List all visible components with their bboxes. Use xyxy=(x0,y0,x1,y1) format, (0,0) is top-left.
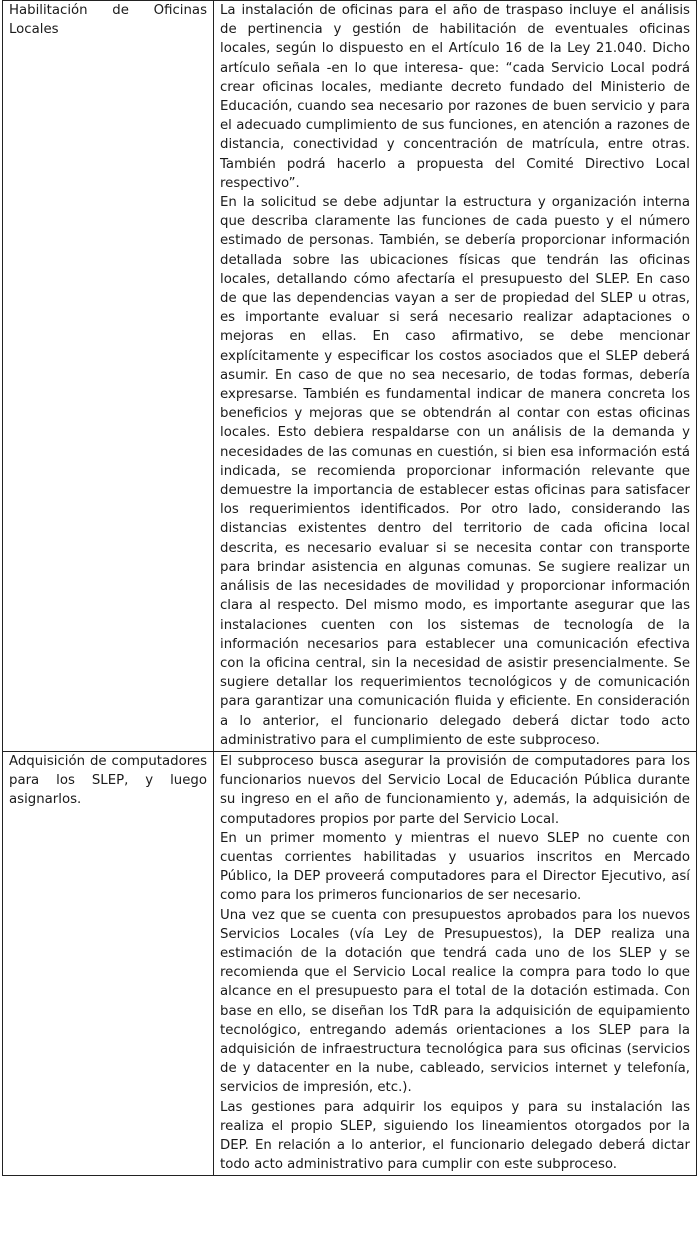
row-content-cell xyxy=(214,1,697,752)
row-label: Habilitación de Oficinas Locales xyxy=(9,3,207,38)
paragraph: El subproceso busca asegurar la provisión de computadores para los funcionarios nuevos del Servicio Local de Educación Pública durante su ingreso en el año de funcionamiento y, además, la adquisición de computadores propios por parte del Servicio Local. xyxy=(220,753,690,827)
table-row xyxy=(3,751,697,1175)
paragraph: La instalación de oficinas para el año de traspaso incluye el análisis de pertinencia y gestión de habilitación de eventuales oficinas locales, según lo dispuesto en el Artículo 16 de la Ley 21.040. Dicho artículo señala -en lo que interesa- que: “cada Servicio Local podrá crear oficinas locales, mediante decreto fundado del Ministerio de Educación, cuando sea necesario por razones de buen servicio y para el adecuado cumplimiento de sus funciones, en atención a razones de distancia, conectividad y concentración de matrícula, entre otras. También podrá hacerlo a propuesta del Comité Directivo Local respectivo”. xyxy=(220,3,690,191)
row-label: Adquisición de computadores para los SLEP, y luego asignarlos. xyxy=(9,753,207,808)
paragraph: Una vez que se cuenta con presupuestos aprobados para los nuevos Servicios Locales (vía Ley de Presupuestos), la DEP realiza una estimación de la dotación que tendrá cada uno de los SLEP y se recomienda que el Servicio Local realice la compra para todo lo que alcance en el presupuesto para el total de la dotación estimada. Con base en ello, se diseñan los TdR para la adquisición de equipamiento tecnológico, entregando además orientaciones a los SLEP para la adquisición de infraestructura tecnológica para sus oficinas (servicios de y datacenter en la nube, cableado, servicios internet y telefonía, servicios de impresión, etc.). xyxy=(220,907,690,1096)
paragraph: En la solicitud se debe adjuntar la estructura y organización interna que describa claramente las funciones de cada puesto y el número estimado de personas. También, se debería proporcionar información detallada sobre las ubicaciones físicas que tendrán las oficinas locales, detallando cómo afectaría el presupuesto del SLEP. En caso de que las dependencias vayan a ser de propiedad del SLEP u otras, es importante evaluar si será necesario realizar adaptaciones o mejoras en ellas. En caso afirmativo, se debe mencionar explícitamente y especificar los costos asociados que el SLEP deberá asumir. En caso de que no sea necesario, de todas formas, debería expresarse. También es fundamental indicar de manera concreta los beneficios y mejoras que se obtendrán al contar con estas oficinas locales. Esto debiera respaldarse con un análisis de la demanda y necesidades de las comunas en cuestión, si bien esa información está indicada, se recomienda proporcionar información relevante que demuestre la importancia de establecer estas oficinas para satisfacer los requerimientos identificados. Por otro lado, considerando las distancias existentes dentro del territorio de cada oficina local descrita, es necesario evaluar si se necesita contar con transporte para brindar asistencia en algunas comunas. Se sugiere realizar un análisis de las necesidades de movilidad y proporcionar información clara al respecto. Del mismo modo, es importante asegurar que las instalaciones cuenten con los sistemas de tecnología de la información necesarios para establecer una comunicación efectiva con la oficina central, sin la necesidad de asistir presencialmente. Se sugiere detallar los requerimientos tecnológicos y de comunicación para garantizar una comunicación fluida y eficiente. En consideración a lo anterior, el funcionario delegado deberá dictar todo acto administrativo para el cumplimiento de este subproceso. xyxy=(220,195,690,748)
paragraph: En un primer momento y mientras el nuevo SLEP no cuente con cuentas corrientes habilitadas y usuarios inscritos en Mercado Público, la DEP proveerá computadores para el Director Ejecutivo, así como para los primeros funcionarios de ser necesario. xyxy=(220,830,690,904)
table-row xyxy=(3,1,697,752)
row-content-cell xyxy=(214,751,697,1175)
row-label-cell xyxy=(3,1,214,752)
process-table xyxy=(2,0,697,1176)
paragraph: Las gestiones para adquirir los equipos y para su instalación las realiza el propio SLEP, siguiendo los lineamientos otorgados por la DEP. En relación a lo anterior, el funcionario delegado deberá dictar todo acto administrativo para cumplir con este subproceso. xyxy=(220,1099,690,1173)
row-label-cell xyxy=(3,751,214,1175)
